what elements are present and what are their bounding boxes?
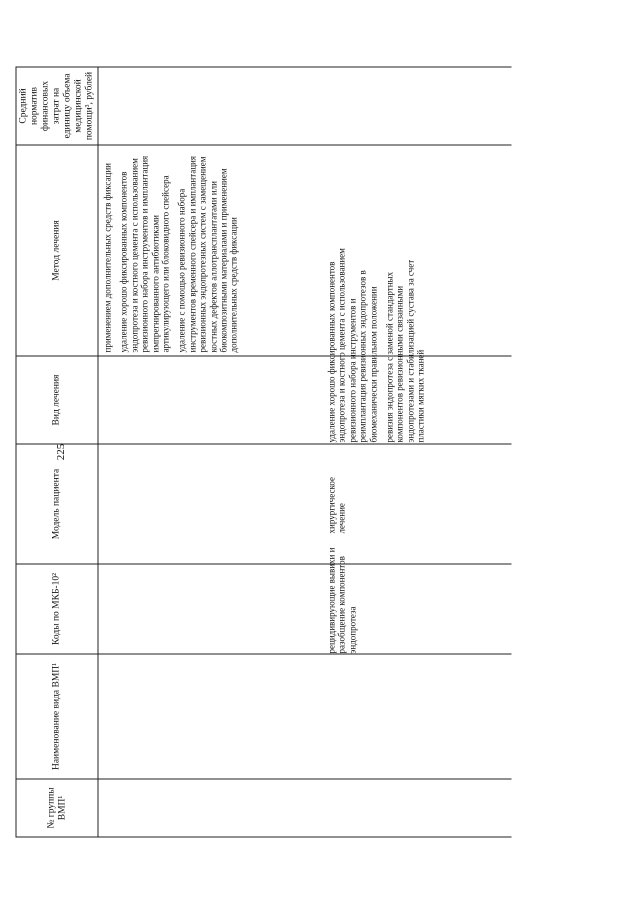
method-item: удаление с помощью ревизионного набора инструментов временного спейсера и имплантация ревизионных эндопротезных систем с замещением костных дефектов аллотрансплантатами или биокомпозитными материалами и применением дополнительных средств фиксации <box>176 155 239 353</box>
header-patient-model: Модель пациента <box>16 444 98 564</box>
method-item: ревизия эндопротеза с заменой стандартных компонентов ревизионными связанными эндопротезами и стабилизацией сустава за счет пластики мягких тканей <box>384 259 426 443</box>
method-item: удаление хорошо фиксированных компонентов эндопротеза и костного цемента с использованием ревизионного набора инструментов и реимплантация ревизионных эндопротезов в биомеханически правильном положении <box>326 248 379 443</box>
header-treatment-method: Метод лечения <box>16 145 98 356</box>
vmp-table <box>16 67 512 838</box>
cell-patient-model <box>98 444 512 564</box>
header-treatment-type: Вид лечения <box>16 356 98 444</box>
table-header-row <box>16 67 98 837</box>
page-number: 225 <box>55 443 67 461</box>
cell-icd-codes <box>98 564 512 654</box>
patient-model-text-2: рецидивирующие вывихи и разобщение компонентов эндопротеза <box>326 547 358 654</box>
header-group-number: № группы ВМП¹ <box>16 779 98 837</box>
cell-vmp-name <box>98 654 512 779</box>
header-vmp-name: Наименование вида ВМП¹ <box>16 654 98 779</box>
rotated-table-container <box>16 68 501 838</box>
header-icd-codes: Коды по МКБ-10² <box>16 564 98 654</box>
treatment-type-text-2: хирургическое лечение <box>326 477 347 534</box>
cell-treatment-method <box>98 145 512 356</box>
cell-cost-norm <box>98 67 512 145</box>
method-item: применением дополнительных средств фиксации <box>102 163 113 353</box>
method-item: удаление хорошо фиксированных компонентов эндопротеза и костного цемента с использованием ревизионного набора инструментов и имплантация импрегнированного антибиотиками артикулирующего или блоковидного спейсера <box>118 155 171 353</box>
header-cost-norm: Средний норматив финансовых затрат на единицу объема медицинской помощи³, рублей <box>16 67 98 145</box>
cell-treatment-type <box>98 356 512 444</box>
cell-group-number <box>98 779 512 837</box>
table-row <box>98 67 512 837</box>
